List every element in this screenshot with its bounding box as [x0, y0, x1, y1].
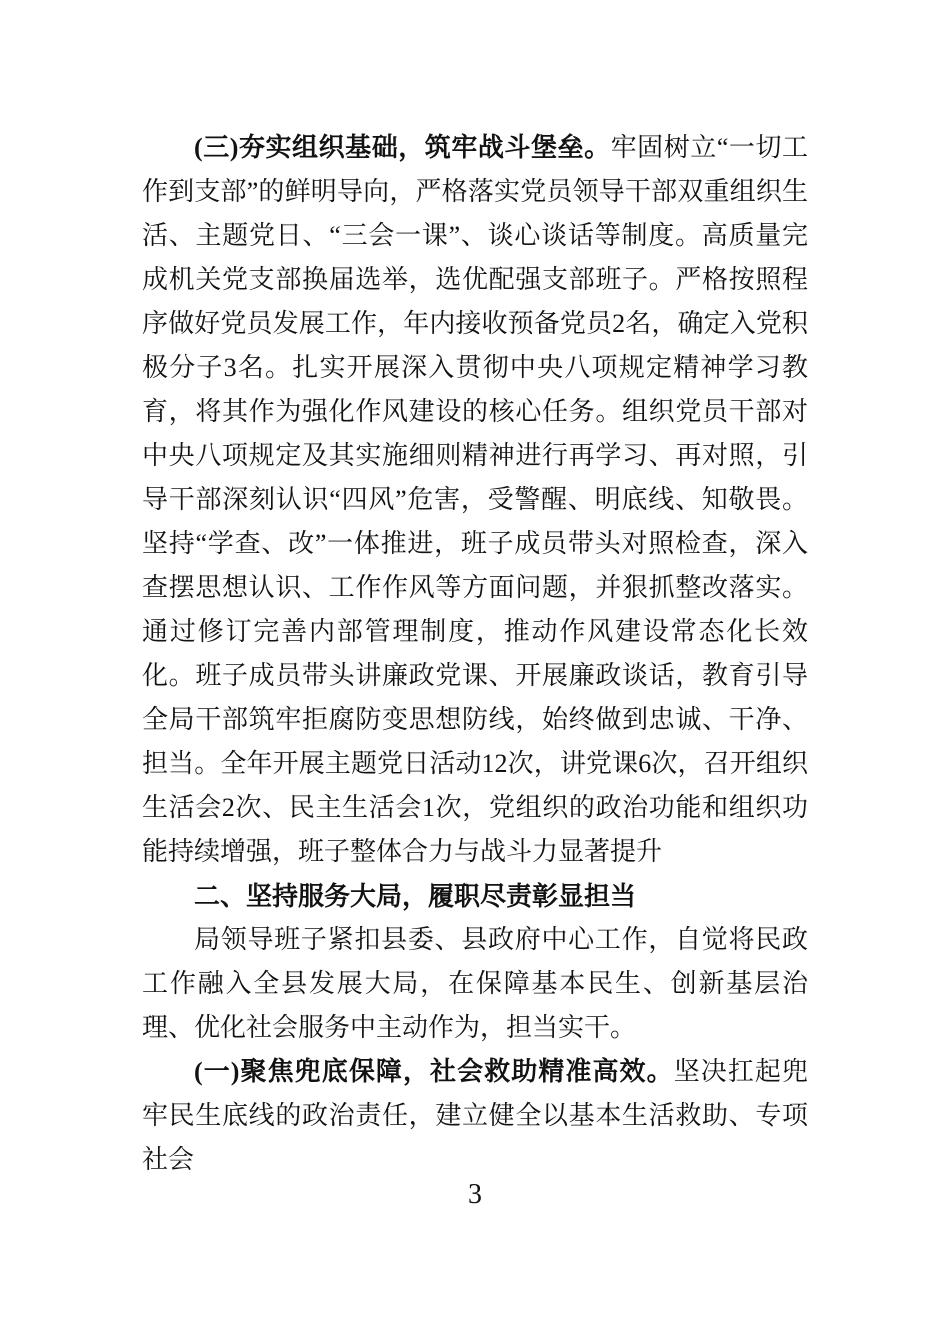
paragraph-social-assistance	[142, 1050, 808, 1182]
section-heading-serve-overall: 二、坚持服务大局，履职尽责彰显担当	[194, 881, 637, 911]
paragraph-text: 坚决扛起兜牢民生底线的政治责任，建立健全以基本生活救助、专项社会	[142, 1057, 808, 1174]
run-in-subheading: (三)夯实组织基础，筑牢战斗堡垒。	[194, 133, 611, 162]
paragraph-serve-overall-intro	[142, 918, 808, 1050]
page-number: 3	[468, 1179, 482, 1210]
paragraph-organization-foundation	[142, 126, 808, 874]
paragraph-text: 局领导班子紧扣县委、县政府中心工作，自觉将民政工作融入全县发展大局，在保障基本民生、创新基层治理、优化社会服务中主动作为，担当实干。	[142, 925, 808, 1042]
run-in-subheading: (一)聚焦兜底保障，社会救助精准高效。	[194, 1057, 674, 1086]
paragraph-text: 牢固树立“一切工作到支部”的鲜明导向，严格落实党员领导干部双重组织生活、主题党日、“三会一课”、谈心谈话等制度。高质量完成机关党支部换届选举，选优配强支部班子。严格按照程序做好党员发展工作，年内接收预备党员2名，确定入党积极分子3名。扎实开展深入贯彻中央八项规定精神学习教育，将其作为强化作风建设的核心任务。组织党员干部对中央八项规定及其实施细则精神进行再学习、再对照，引导干部深刻认识“四风”危害，受警醒、明底线、知敬畏。坚持“学查、改”一体推进，班子成员带头对照检查，深入查摆思想认识、工作作风等方面问题，并狠抓整改落实。通过修订完善内部管理制度，推动作风建设常态化长效化。班子成员带头讲廉政党课、开展廉政谈话，教育引导全局干部筑牢拒腐防变思想防线，始终做到忠诚、干净、担当。全年开展主题党日活动12次，讲党课6次，召开组织生活会2次、民主生活会1次，党组织的政治功能和组织功能持续增强，班子整体合力与战斗力显著提升	[142, 133, 808, 866]
document-body	[142, 126, 808, 1182]
